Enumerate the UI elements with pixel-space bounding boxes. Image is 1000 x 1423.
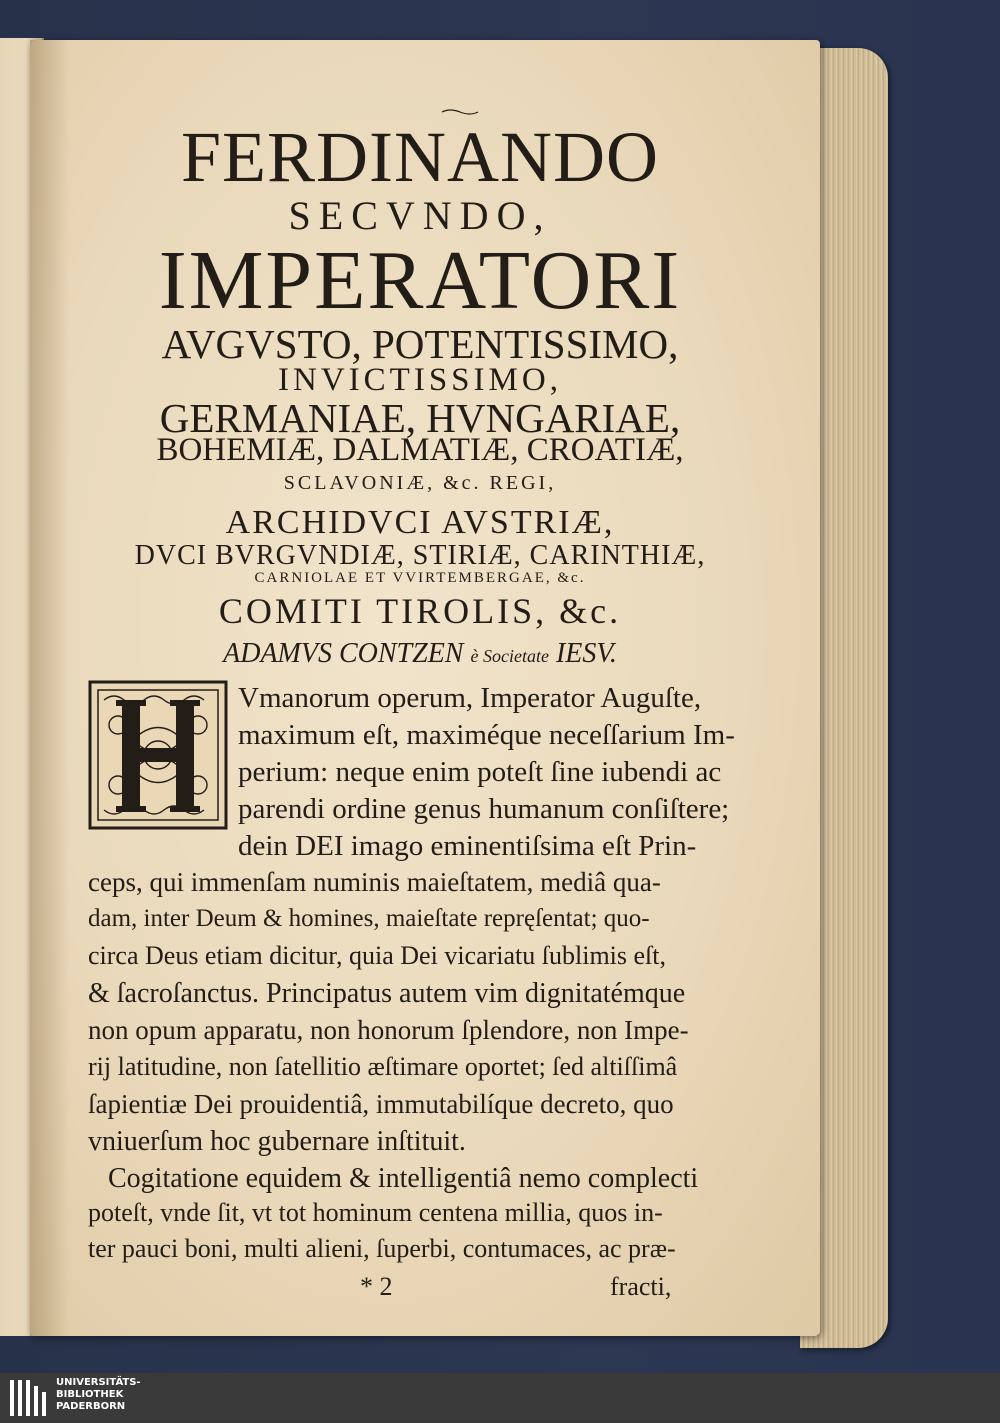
author-name: ADAMVS CONTZEN [223, 638, 464, 669]
body-line-14: Cogitatione equidem & intelligentiâ nemo complecti [108, 1163, 699, 1194]
author-order: IESV. [555, 638, 617, 669]
body-line-12: ſapientiæ Dei prouidentiâ, immutabilíque decreto, quo [88, 1089, 674, 1119]
page-gutter-shadow [30, 40, 70, 1336]
body-line-4: parendi ordine genus humanum conſiſtere; [238, 793, 730, 825]
body-line-8: circa Deus etiam dicitur, quia Dei vicariatu ſublimis eſt, [88, 941, 666, 970]
body-line-13: vniuerſum hoc gubernare inſtituit. [88, 1126, 466, 1157]
body-line-11: rij latitudine, non ſatellitio æſtimare oportet; ſed altiſſimâ [88, 1052, 678, 1081]
body-line-5: dein DEI imago eminentiſsima eſt Prin- [238, 830, 697, 862]
library-name-line-3: PADERBORN [56, 1401, 126, 1412]
title-line-1: FERDINANDO [181, 117, 659, 197]
body-line-2: maximum eſt, maximéque neceſſarium Im- [238, 719, 735, 751]
catchword: fracti, [610, 1272, 672, 1301]
title-line-11: CARNIOLAE ET VVIRTEMBERGAE, &c. [254, 570, 586, 586]
author-connector: è Societate [470, 646, 549, 666]
body-line-10: non opum apparatu, non honorum ſplendore, non Impe- [88, 1015, 689, 1045]
body-line-9: & ſacroſanctus. Principatus autem vim dignitatémque [88, 978, 686, 1009]
library-name-line-1: UNIVERSITÄTS- [56, 1377, 141, 1388]
signature-mark: * 2 [360, 1272, 393, 1301]
body-line-3: perium: neque enim poteſt ſine iubendi ac [238, 756, 722, 788]
library-name[interactable] [56, 1377, 141, 1413]
title-line-3: IMPERATORI [158, 234, 682, 327]
footer-bar [0, 1373, 1000, 1423]
title-line-7: BOHEMIÆ, DALMATIÆ, CROATIÆ, [156, 432, 684, 468]
library-logo-icon [6, 1376, 50, 1420]
title-line-8: SCLAVONIÆ, &c. REGI, [283, 472, 557, 494]
title-line-9: ARCHIDVCI AVSTRIÆ, [225, 504, 615, 541]
author-line [70, 638, 770, 670]
body-line-1: Vmanorum operum, Imperator Auguſte, [238, 682, 702, 714]
title-line-4: AVGVSTO, POTENTISSIMO, [161, 321, 679, 367]
title-line-12: COMITI TIROLIS, &c. [218, 591, 622, 631]
title-line-6: GERMANIAE, HVNGARIAE, [159, 395, 681, 441]
ornament-mark [440, 108, 480, 116]
title-line-5: INVICTISSIMO, [278, 362, 562, 398]
decorated-initial-h-icon [88, 680, 228, 830]
body-line-6: ceps, qui immenſam numinis maieſtatem, mediâ qua- [88, 867, 661, 897]
title-line-2: SECVNDO, [288, 193, 552, 238]
body-line-15: poteſt, vnde ſit, vt tot hominum centena millia, quos in- [88, 1198, 663, 1227]
body-line-7: dam, inter Deum & homines, maieſtate repręſentat; quo- [88, 905, 650, 932]
title-line-10: DVCI BVRGVNDIÆ, STIRIÆ, CARINTHIÆ, [134, 540, 706, 571]
library-name-line-2: BIBLIOTHEK [56, 1389, 124, 1400]
body-line-16: ter pauci boni, multi alieni, ſuperbi, contumaces, ac præ- [88, 1234, 676, 1263]
